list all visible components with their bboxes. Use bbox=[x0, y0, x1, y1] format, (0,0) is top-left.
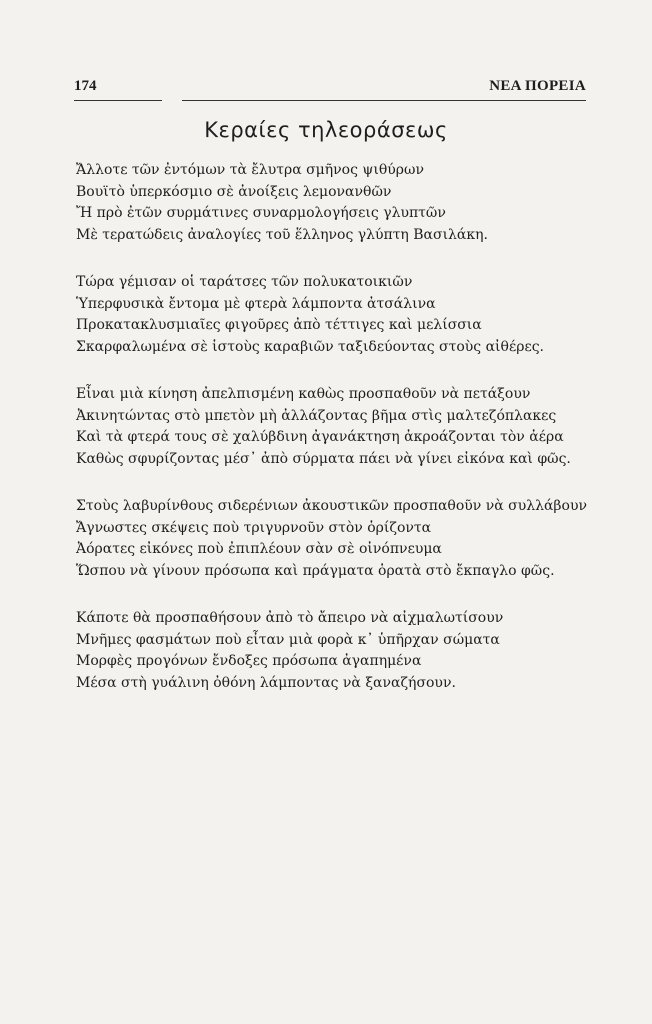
poem-body bbox=[76, 160, 606, 720]
header-rule bbox=[74, 100, 586, 101]
poem-line: Καθὼς σφυρίζοντας μέσ᾽ ἀπὸ σύρματα πάει νὰ γίνει εἰκόνα καὶ φῶς. bbox=[76, 450, 571, 467]
header-rule-gap bbox=[162, 98, 182, 102]
poem-line: Στοὺς λαβυρίνθους σιδερένιων ἀκουστικῶν προσπαθοῦν νὰ συλλάβουν bbox=[76, 498, 587, 514]
poem-line: Μὲ τερατώδεις ἀναλογίες τοῦ ἕλληνος γλύπτη Βασιλάκη. bbox=[76, 226, 488, 243]
poem-line: Ἀκινητώντας στὸ μπετὸν μὴ ἀλλάζοντας βῆμα στὶς μαλτεζόπλακες bbox=[76, 407, 557, 424]
poem-line: Κάποτε θὰ προσπαθήσουν ἀπὸ τὸ ἄπειρο νὰ αἰχμαλωτίσουν bbox=[76, 610, 504, 626]
poem-line: Ὑπερφυσικὰ ἔντομα μὲ φτερὰ λάμποντα ἀτσάλινα bbox=[76, 295, 436, 312]
poem-line: Ἀόρατες εἰκόνες ποὺ ἐπιπλέουν σὰν σὲ οἰνόπνευμα bbox=[76, 541, 442, 557]
poem-line: Εἶναι μιὰ κίνηση ἀπελπισμένη καθὼς προσπαθοῦν νὰ πετάξουν bbox=[76, 386, 531, 402]
stanza-5 bbox=[76, 608, 606, 694]
stanza-2 bbox=[76, 272, 606, 358]
stanza-1 bbox=[76, 160, 606, 246]
poem-line: Τώρα γέμισαν οἱ ταράτσες τῶν πολυκατοικιῶν bbox=[76, 274, 413, 290]
poem-line: Καὶ τὰ φτερά τους σὲ χαλύβδινη ἀγανάκτηση ἀκροάζονται τὸν ἀέρα bbox=[76, 429, 564, 445]
page-header bbox=[74, 78, 586, 100]
poem-line: Βουϊτὸ ὑπερκόσμιο σὲ ἀνοίξεις λεμονανθῶν bbox=[76, 183, 392, 200]
poem-line: Μέσα στὴ γυάλινη ὀθόνη λάμποντας νὰ ξαναζήσουν. bbox=[76, 674, 456, 691]
poem-line: Προκατακλυσμιαῖες φιγοῦρες ἀπὸ τέττιγες καὶ μελίσσια bbox=[76, 317, 482, 333]
journal-title: ΝΕΑ ΠΟΡΕΙΑ bbox=[489, 78, 586, 94]
poem-line: Ἤ πρὸ ἐτῶν συρμάτινες συναρμολογήσεις γλυπτῶν bbox=[76, 205, 446, 221]
poem-line: Ὥσπου νὰ γίνουν πρόσωπα καὶ πράγματα ὁρατὰ στὸ ἔκπαγλο φῶς. bbox=[76, 562, 555, 579]
poem-title: Κεραίες τηλεοράσεως bbox=[204, 118, 448, 142]
poem-line: Σκαρφαλωμένα σὲ ἱστοὺς καραβιῶν ταξιδεύοντας στοὺς αἰθέρες. bbox=[76, 338, 544, 355]
poem-line: Ἄγνωστες σκέψεις ποὺ τριγυρνοῦν στὸν ὁρίζοντα bbox=[76, 519, 432, 536]
poem-line: Μορφὲς προγόνων ἔνδοξες πρόσωπα ἀγαπημένα bbox=[76, 653, 422, 669]
poem-line: Ἄλλοτε τῶν ἐντόμων τὰ ἔλυτρα σμῆνος ψιθύρων bbox=[76, 162, 424, 178]
stanza-3 bbox=[76, 384, 606, 470]
page-number: 174 bbox=[74, 78, 97, 94]
poem-line: Μνῆμες φασμάτων ποὺ εἶταν μιὰ φορὰ κ᾽ ὑπῆρχαν σώματα bbox=[76, 631, 500, 648]
stanza-4 bbox=[76, 496, 606, 582]
